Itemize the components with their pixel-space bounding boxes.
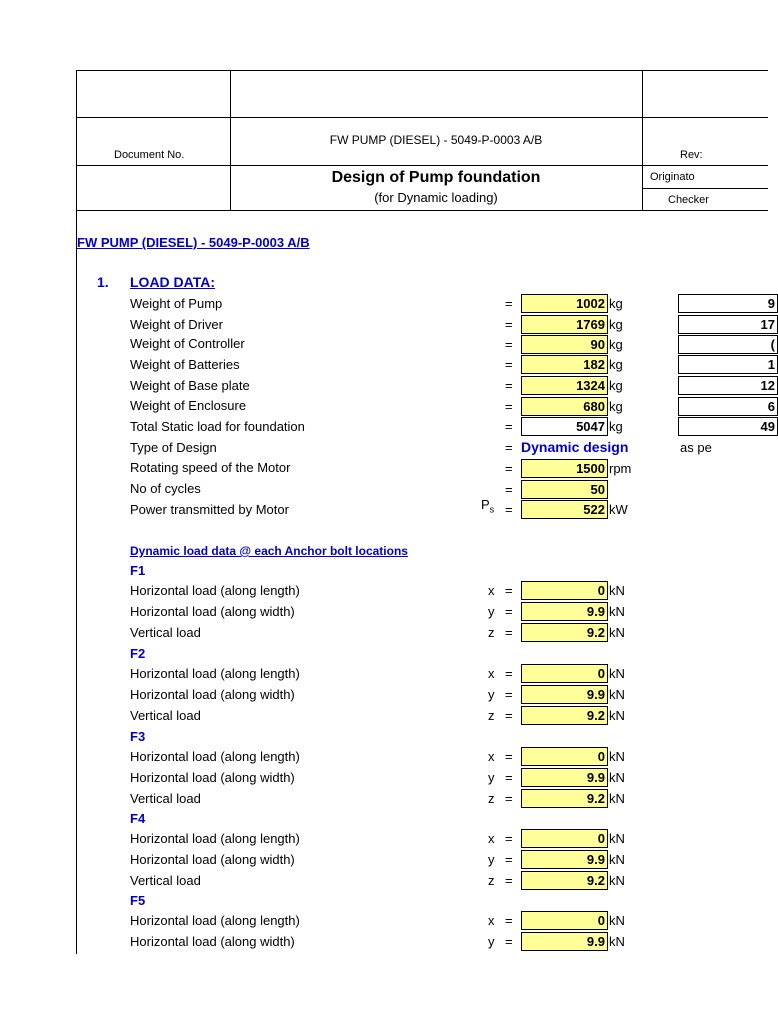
equals-sign: =: [505, 378, 513, 393]
anchor-unit: kN: [609, 873, 625, 888]
axis-symbol: z: [488, 708, 495, 723]
load-unit: kg: [609, 317, 623, 332]
equals-sign: =: [505, 831, 513, 846]
section-title: LOAD DATA:: [130, 274, 216, 290]
anchor-row-label: Horizontal load (along width): [130, 687, 295, 702]
checker-label: Checker: [668, 194, 709, 206]
anchor-unit: kN: [609, 625, 625, 640]
side-value-baseplate: 12: [678, 376, 778, 395]
anchor-row-label: Horizontal load (along width): [130, 934, 295, 949]
load-label-controller: Weight of Controller: [130, 336, 245, 351]
equals-sign: =: [505, 317, 513, 332]
equals-sign: =: [505, 337, 513, 352]
equals-sign: =: [505, 708, 513, 723]
equals-sign: =: [505, 770, 513, 785]
load-value-enclosure[interactable]: 680: [521, 397, 608, 416]
anchor-group-title-f4: F4: [130, 811, 146, 826]
side-value-enclosure: 6: [678, 397, 778, 416]
equals-sign: =: [505, 440, 513, 455]
rev-label: Rev:: [680, 149, 703, 161]
anchor-value-f4-z[interactable]: 9.2: [521, 871, 608, 890]
document-no-label: Document No.: [114, 149, 185, 161]
anchor-row-label: Horizontal load (along width): [130, 852, 295, 867]
side-value-controller: (: [678, 335, 778, 354]
cycles-label: No of cycles: [130, 481, 201, 496]
anchor-unit: kN: [609, 749, 625, 764]
anchor-unit: kN: [609, 913, 625, 928]
axis-symbol: x: [488, 749, 495, 764]
load-value-total: 5047: [521, 417, 608, 436]
anchor-value-f5-x[interactable]: 0: [521, 911, 608, 930]
side-value-total: 49: [678, 417, 778, 436]
equals-sign: =: [505, 461, 513, 476]
anchor-row-label: Vertical load: [130, 708, 201, 723]
axis-symbol: z: [488, 625, 495, 640]
power-unit: kW: [609, 502, 628, 517]
anchor-value-f2-z[interactable]: 9.2: [521, 706, 608, 725]
load-label-pump: Weight of Pump: [130, 296, 223, 311]
left-border: [76, 70, 77, 954]
equals-sign: =: [505, 625, 513, 640]
anchor-value-f2-x[interactable]: 0: [521, 664, 608, 683]
load-label-driver: Weight of Driver: [130, 317, 223, 332]
axis-symbol: y: [488, 934, 495, 949]
power-symbol: $P_s$: [481, 497, 495, 515]
load-unit: kg: [609, 296, 623, 311]
anchor-unit: kN: [609, 604, 625, 619]
anchor-value-f1-x[interactable]: 0: [521, 581, 608, 600]
anchor-unit: kN: [609, 583, 625, 598]
anchor-unit: kN: [609, 791, 625, 806]
anchor-unit: kN: [609, 708, 625, 723]
load-unit: kg: [609, 337, 623, 352]
anchor-unit: kN: [609, 687, 625, 702]
axis-symbol: y: [488, 852, 495, 867]
anchor-unit: kN: [609, 831, 625, 846]
axis-symbol: z: [488, 873, 495, 888]
anchor-row-label: Horizontal load (along width): [130, 770, 295, 785]
motor-speed-value[interactable]: 1500: [521, 459, 608, 478]
load-value-pump[interactable]: 1002: [521, 294, 608, 313]
side-value-pump: 9: [678, 294, 778, 313]
anchor-row-label: Horizontal load (along length): [130, 749, 300, 764]
motor-speed-label: Rotating speed of the Motor: [130, 460, 291, 475]
anchor-group-title-f1: F1: [130, 563, 146, 578]
anchor-value-f3-x[interactable]: 0: [521, 747, 608, 766]
equals-sign: =: [505, 604, 513, 619]
anchor-value-f1-z[interactable]: 9.2: [521, 623, 608, 642]
load-label-enclosure: Weight of Enclosure: [130, 398, 247, 413]
anchor-unit: kN: [609, 666, 625, 681]
load-unit: kg: [609, 419, 623, 434]
anchor-row-label: Horizontal load (along length): [130, 583, 300, 598]
equals-sign: =: [505, 296, 513, 311]
anchor-value-f3-y[interactable]: 9.9: [521, 768, 608, 787]
axis-symbol: x: [488, 913, 495, 928]
anchor-group-title-f5: F5: [130, 893, 146, 908]
design-type-value[interactable]: Dynamic design: [521, 439, 629, 455]
anchor-row-label: Vertical load: [130, 625, 201, 640]
design-type-note: as pe: [680, 440, 712, 455]
equals-sign: =: [505, 502, 513, 517]
axis-symbol: x: [488, 831, 495, 846]
design-title: Design of Pump foundation: [331, 169, 541, 186]
load-value-baseplate[interactable]: 1324: [521, 376, 608, 395]
document-title: FW PUMP (DIESEL) - 5049-P-0003 A/B: [329, 133, 543, 147]
side-value-driver: 17: [678, 315, 778, 334]
side-value-batteries: 1: [678, 355, 778, 374]
axis-symbol: x: [488, 666, 495, 681]
equals-sign: =: [505, 873, 513, 888]
load-label-total: Total Static load for foundation: [130, 419, 305, 434]
design-type-label: Type of Design: [130, 440, 217, 455]
anchor-unit: kN: [609, 852, 625, 867]
anchor-value-f4-x[interactable]: 0: [521, 829, 608, 848]
load-unit: kg: [609, 378, 623, 393]
axis-symbol: y: [488, 770, 495, 785]
anchor-value-f3-z[interactable]: 9.2: [521, 789, 608, 808]
section-number: 1.: [97, 274, 109, 290]
equals-sign: =: [505, 852, 513, 867]
header-line-1: [76, 117, 768, 118]
load-value-batteries[interactable]: 182: [521, 355, 608, 374]
equals-sign: =: [505, 357, 513, 372]
equals-sign: =: [505, 419, 513, 434]
anchor-row-label: Horizontal load (along length): [130, 666, 300, 681]
load-label-baseplate: Weight of Base plate: [130, 378, 250, 393]
header-col-2: [642, 70, 643, 211]
equals-sign: =: [505, 934, 513, 949]
anchor-value-f4-y[interactable]: 9.9: [521, 850, 608, 869]
anchor-value-f2-y[interactable]: 9.9: [521, 685, 608, 704]
originator-label: Originato: [650, 171, 695, 183]
anchor-group-title-f2: F2: [130, 646, 146, 661]
cycles-value[interactable]: 50: [521, 480, 608, 499]
equals-sign: =: [505, 749, 513, 764]
motor-speed-unit: rpm: [609, 461, 632, 476]
axis-symbol: y: [488, 604, 495, 619]
design-subtitle: (for Dynamic loading): [374, 190, 498, 205]
header-line-3: [642, 188, 768, 189]
load-label-batteries: Weight of Batteries: [130, 357, 240, 372]
axis-symbol: x: [488, 583, 495, 598]
equals-sign: =: [505, 399, 513, 414]
load-unit: kg: [609, 357, 623, 372]
power-label: Power transmitted by Motor: [130, 502, 289, 517]
equals-sign: =: [505, 583, 513, 598]
anchor-group-title-f3: F3: [130, 729, 146, 744]
power-value[interactable]: 522: [521, 500, 608, 519]
header-line-top: [76, 70, 768, 71]
equals-sign: =: [505, 791, 513, 806]
header-line-bottom: [76, 210, 768, 211]
anchor-unit: kN: [609, 934, 625, 949]
anchor-row-label: Horizontal load (along length): [130, 913, 300, 928]
dynamic-load-heading: Dynamic load data @ each Anchor bolt locations: [130, 544, 408, 558]
load-unit: kg: [609, 399, 623, 414]
load-value-driver[interactable]: 1769: [521, 315, 608, 334]
header-line-2: [76, 165, 768, 166]
anchor-row-label: Vertical load: [130, 873, 201, 888]
equals-sign: =: [505, 913, 513, 928]
anchor-unit: kN: [609, 770, 625, 785]
equals-sign: =: [505, 687, 513, 702]
load-value-controller[interactable]: 90: [521, 335, 608, 354]
equals-sign: =: [505, 666, 513, 681]
anchor-value-f5-y[interactable]: 9.9: [521, 932, 608, 951]
axis-symbol: y: [488, 687, 495, 702]
axis-symbol: z: [488, 791, 495, 806]
anchor-value-f1-y[interactable]: 9.9: [521, 602, 608, 621]
anchor-row-label: Horizontal load (along length): [130, 831, 300, 846]
anchor-row-label: Horizontal load (along width): [130, 604, 295, 619]
equals-sign: =: [505, 482, 513, 497]
anchor-row-label: Vertical load: [130, 791, 201, 806]
page-title-link[interactable]: FW PUMP (DIESEL) - 5049-P-0003 A/B: [77, 235, 310, 250]
